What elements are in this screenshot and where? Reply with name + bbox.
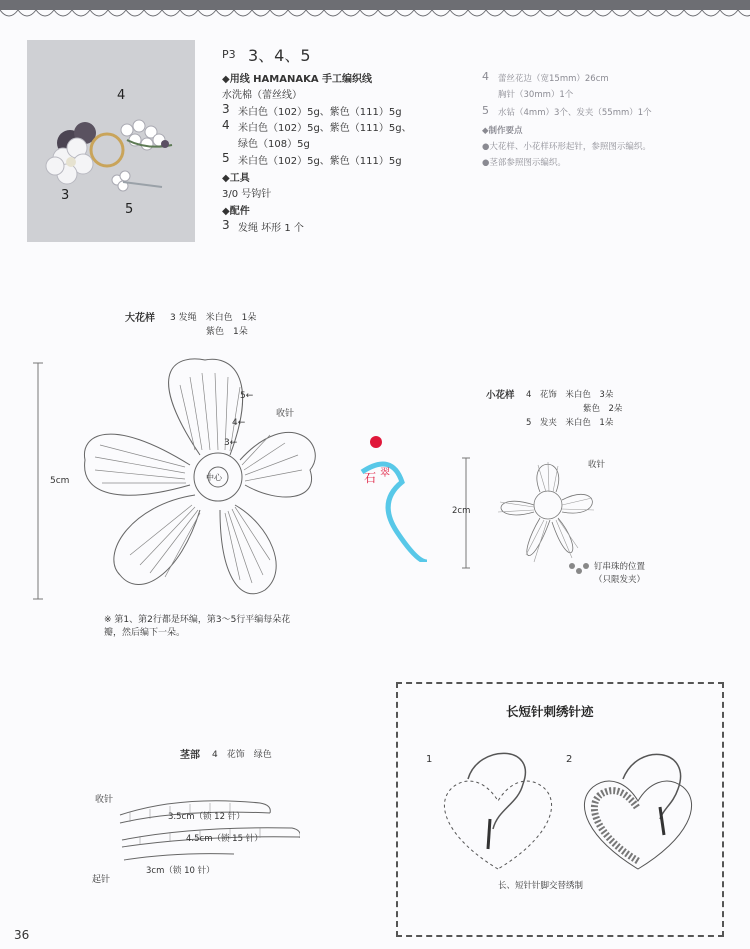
stem-diagram — [100, 785, 300, 875]
stem-seg3: 3cm（锁 10 针） — [146, 866, 215, 876]
stitch-title: 长短针刺绣针迹 — [506, 704, 594, 719]
stem-start-label: 起针 — [92, 875, 111, 885]
big-finish-label: 收针 — [276, 409, 295, 419]
yarn-heading: ◆用线 HAMANAKA 手工编织线 — [222, 74, 373, 85]
right-tip-2: ●茎部参照图示编织。 — [482, 158, 566, 168]
watermark-logo — [352, 432, 432, 562]
heart-stitch-illustration — [428, 749, 698, 899]
right-tip-1: ●大花样、小花样环形起针，参照图示编织。 — [482, 142, 651, 152]
small-flower-size: 2cm — [452, 506, 471, 516]
bead-note: 钉串珠的位置 — [594, 562, 646, 572]
photo-label-3: 3 — [61, 188, 70, 203]
photo-label-5: 5 — [125, 202, 134, 217]
parts-value: 发绳 坏形 1 个 — [238, 223, 304, 234]
stem-line: 4 花饰 绿色 — [212, 750, 272, 760]
material-row-3: 米白色（102）5g、紫色（111）5g — [238, 107, 402, 118]
material-num-3: 3 — [222, 102, 230, 116]
stem-title: 茎部 — [180, 750, 200, 761]
parts-heading: ◆配件 — [222, 206, 250, 217]
small-flower-line1: 4 花饰 米白色 3朵 — [526, 390, 614, 400]
stem-seg1: 3.5cm（锁 12 针） — [168, 812, 245, 822]
bead-sub: （只限发夹） — [594, 575, 646, 585]
tools-value: 3/0 号钩针 — [222, 189, 272, 200]
right-heading-tips: ◆制作要点 — [482, 126, 523, 136]
small-flower-diagram — [460, 450, 610, 590]
photo-label-4: 4 — [117, 88, 126, 103]
small-flower-line3: 5 发夹 米白色 1朵 — [526, 418, 614, 428]
row-label-4: 4← — [232, 418, 246, 428]
right-num-5: 5 — [482, 104, 489, 117]
material-num-5: 5 — [222, 151, 230, 165]
stem-finish-label: 收针 — [95, 795, 114, 805]
product-photo — [27, 40, 195, 242]
tools-heading: ◆工具 — [222, 173, 250, 184]
small-flower-title: 小花样 — [486, 390, 515, 401]
row-label-5: 5← — [240, 391, 254, 401]
stitch-instruction-box — [396, 682, 724, 937]
big-flower-line2: 紫色 1朵 — [206, 327, 248, 337]
stitch-step-2: 2 — [566, 754, 573, 765]
material-num-4: 4 — [222, 118, 230, 132]
page-ref: P3 — [222, 48, 236, 61]
big-flower-size: 5cm — [50, 476, 70, 486]
parts-num: 3 — [222, 218, 230, 232]
yarn-type: 水洗棉（蕾丝线） — [222, 90, 302, 101]
svg-text:翠: 翠 — [380, 468, 390, 479]
row-label-3: 3← — [224, 438, 238, 448]
scalloped-border — [0, 0, 750, 26]
stitch-caption: 长、短针针脚交替绣制 — [498, 881, 584, 891]
big-flower-note: ※ 第1、第2行都是环编，第3～5行平编每朵花瓣，然后编下一朵。 — [104, 615, 291, 638]
stitch-step-1: 1 — [426, 754, 433, 765]
small-finish-label: 收针 — [588, 460, 606, 470]
big-flower-title: 大花样 — [125, 313, 155, 324]
page-number: 36 — [14, 928, 30, 942]
right-line-brooch: 胸针（30mm）1个 — [498, 90, 574, 100]
stem-seg2: 4.5cm（锁 15 针） — [186, 834, 263, 844]
material-row-4: 米白色（102）5g、紫色（111）5g、 — [238, 123, 412, 134]
flowers-illustration — [27, 40, 195, 242]
material-row-5: 米白色（102）5g、紫色（111）5g — [238, 156, 402, 167]
pattern-numbers: 3、4、5 — [248, 46, 311, 65]
right-line-rhinestone: 水钻（4mm）3个、发夹（55mm）1个 — [498, 108, 652, 118]
material-row-4b: 绿色（108）5g — [238, 139, 310, 150]
right-line-lace: 蕾丝花边（宽15mm）26cm — [498, 74, 609, 84]
right-num-4: 4 — [482, 70, 489, 83]
big-flower-diagram — [30, 355, 320, 610]
svg-text:石: 石 — [364, 471, 377, 485]
small-flower-line2: 紫色 2朵 — [583, 404, 623, 414]
big-center-label: 中心 — [206, 473, 222, 482]
big-flower-line1: 3 发绳 米白色 1朵 — [170, 313, 257, 323]
